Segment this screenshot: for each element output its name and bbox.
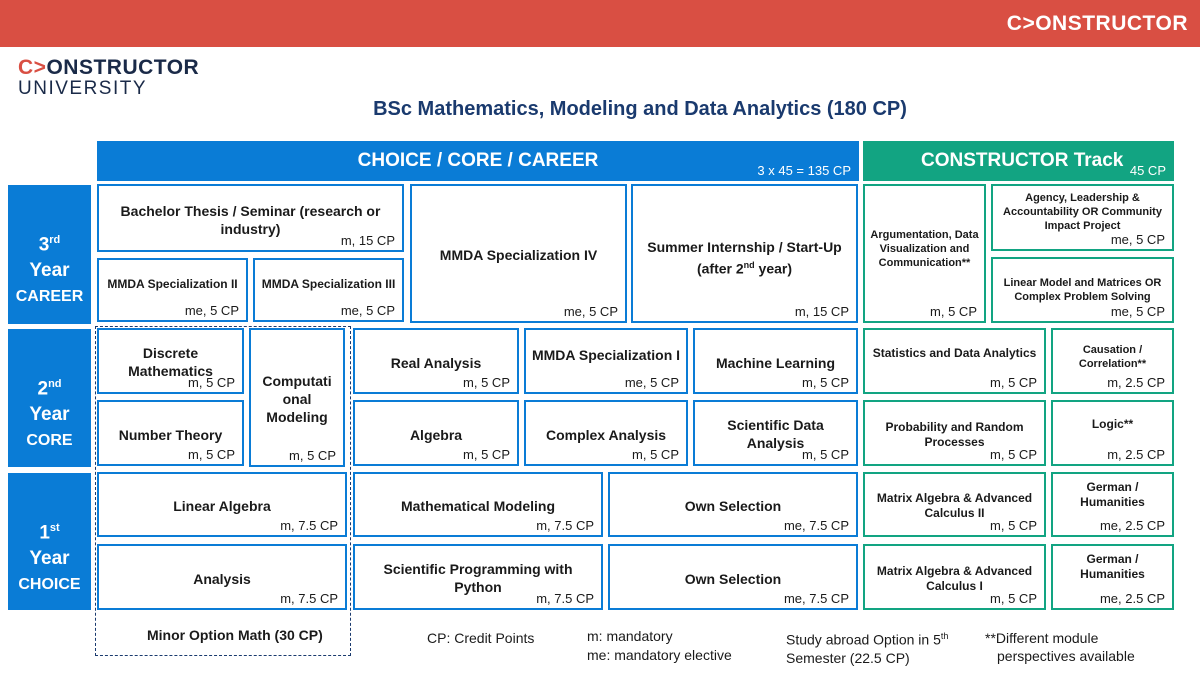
- module-spec-3: MMDA Specialization III me, 5 CP: [253, 258, 404, 322]
- module-probability: Probability and Random Processes m, 5 CP: [863, 400, 1046, 466]
- core-banner-label: CHOICE / CORE / CAREER: [357, 150, 599, 171]
- module-german-1: German / Humanities me, 2.5 CP: [1051, 472, 1174, 537]
- module-internship: Summer Internship / Start-Up (after 2nd year) m, 15 CP: [631, 184, 858, 323]
- logo-prefix: C>: [18, 56, 47, 79]
- year-3-label: 3rd Year CAREER: [8, 185, 91, 324]
- module-linear-model: Linear Model and Matrices OR Complex Problem Solving me, 5 CP: [991, 257, 1174, 323]
- module-real-analysis: Real Analysis m, 5 CP: [353, 328, 519, 394]
- module-machine-learning: Machine Learning m, 5 CP: [693, 328, 858, 394]
- module-number-theory: Number Theory m, 5 CP: [97, 400, 244, 466]
- module-german-2: German / Humanities me, 2.5 CP: [1051, 544, 1174, 610]
- module-scientific-data: Scientific Data Analysis m, 5 CP: [693, 400, 858, 466]
- module-spec-2: MMDA Specialization II me, 5 CP: [97, 258, 248, 322]
- core-banner: [97, 141, 859, 181]
- module-thesis: Bachelor Thesis / Seminar (research or industry) m, 15 CP: [97, 184, 404, 252]
- mandatory-definition: m: mandatory: [587, 628, 673, 644]
- module-spec-4: MMDA Specialization IV me, 5 CP: [410, 184, 627, 323]
- module-math-modeling: Mathematical Modeling m, 7.5 CP: [353, 472, 603, 537]
- track-banner-label: CONSTRUCTOR Track: [921, 150, 1124, 171]
- study-abroad-note: Study abroad Option in 5th Semester (22.5 CP): [786, 631, 949, 666]
- module-own-selection-1: Own Selection me, 7.5 CP: [608, 472, 858, 537]
- module-logic: Logic** m, 2.5 CP: [1051, 400, 1174, 466]
- module-argumentation: Argumentation, Data Visualization and Communication** m, 5 CP: [863, 184, 986, 323]
- module-own-selection-2: Own Selection me, 7.5 CP: [608, 544, 858, 610]
- university-logo: [18, 57, 199, 99]
- minor-option-label: Minor Option Math (30 CP): [147, 627, 323, 643]
- core-banner-cp: 3 x 45 = 135 CP: [757, 163, 851, 178]
- module-agency: Agency, Leadership & Accountability OR Community Impact Project me, 5 CP: [991, 184, 1174, 251]
- module-complex-analysis: Complex Analysis m, 5 CP: [524, 400, 688, 466]
- top-bar: [0, 0, 1200, 47]
- module-algebra: Algebra m, 5 CP: [353, 400, 519, 466]
- minor-option-outline: [95, 326, 351, 656]
- module-causation: Causation / Correlation** m, 2.5 CP: [1051, 328, 1174, 394]
- logo-name: ONSTRUCTOR: [46, 56, 200, 79]
- track-banner-cp: 45 CP: [1129, 163, 1166, 178]
- module-matrix-algebra-1: Matrix Algebra & Advanced Calculus I m, 5 CP: [863, 544, 1046, 610]
- perspectives-note: **Different module perspectives available: [985, 630, 1135, 664]
- module-linear-algebra: Linear Algebra m, 7.5 CP: [97, 472, 347, 537]
- brand-logo: C>ONSTRUCTOR: [1006, 12, 1188, 35]
- cp-definition: CP: Credit Points: [427, 630, 535, 646]
- module-discrete: Discrete Mathematics m, 5 CP: [97, 328, 244, 394]
- year-2-label: 2nd Year CORE: [8, 329, 91, 467]
- page-title: BSc Mathematics, Modeling and Data Analytics (180 CP): [373, 98, 907, 120]
- module-computational: Computati onal Modeling m, 5 CP: [249, 328, 345, 467]
- module-statistics: Statistics and Data Analytics m, 5 CP: [863, 328, 1046, 394]
- module-spec-1: MMDA Specialization I me, 5 CP: [524, 328, 688, 394]
- mandatory-elective-definition: me: mandatory elective: [587, 647, 732, 663]
- track-banner: [863, 141, 1174, 181]
- module-analysis: Analysis m, 7.5 CP: [97, 544, 347, 610]
- year-1-label: 1st Year CHOICE: [8, 473, 91, 610]
- logo-university: UNIVERSITY: [18, 78, 148, 99]
- module-scientific-programming: Scientific Programming with Python m, 7.5 CP: [353, 544, 603, 610]
- module-matrix-algebra-2: Matrix Algebra & Advanced Calculus II m, 5 CP: [863, 472, 1046, 537]
